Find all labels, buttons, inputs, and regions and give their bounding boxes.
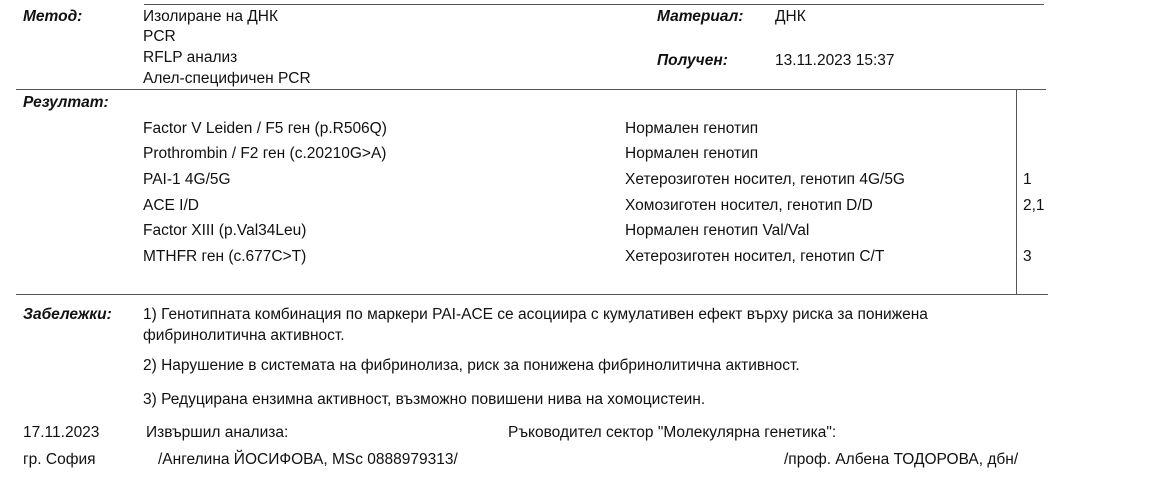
result-note: 1 <box>1023 171 1032 188</box>
head-of-sector-label: Ръководител сектор "Молекулярна генетика": <box>508 424 837 441</box>
result-label: Резултат: <box>23 94 109 111</box>
result-genotype: Хетерозиготен носител, генотип C/T <box>625 248 885 265</box>
head-of-sector-name: /проф. Албена ТОДОРОВА, дбн/ <box>784 451 1019 468</box>
result-note: 2,1 <box>1023 197 1045 214</box>
result-genotype: Хомозиготен носител, генотип D/D <box>625 197 873 214</box>
result-marker: Factor V Leiden / F5 ген (p.R506Q) <box>143 120 387 137</box>
received-value: 13.11.2023 15:37 <box>775 52 895 69</box>
result-note: 3 <box>1023 248 1032 265</box>
performed-by-name: /Ангелина ЙОСИФОВА, MSc 0888979313/ <box>158 451 458 468</box>
method-item: RFLP анализ <box>143 49 238 66</box>
top-divider <box>144 4 1044 5</box>
performed-by-label: Извършил анализа: <box>146 424 289 441</box>
remark-line: 3) Редуцирана ензимна активност, възможно повишени нива на хомоцистеин. <box>143 391 706 408</box>
report-city: гр. София <box>23 451 96 468</box>
header-divider <box>16 89 1046 90</box>
result-marker: MTHFR ген (c.677C>T) <box>143 248 307 265</box>
material-label: Материал: <box>657 8 744 25</box>
method-item: Изолиране на ДНК <box>143 8 278 25</box>
remark-line: фибринолитична активност. <box>143 327 345 344</box>
result-marker: Prothrombin / F2 ген (c.20210G>A) <box>143 145 387 162</box>
remark-line: 1) Генотипната комбинация по маркери PAI-ACE се асоциира с кумулативен ефект върху риска за понижена <box>143 306 928 323</box>
material-value: ДНК <box>775 8 806 25</box>
result-marker: Factor XIII (p.Val34Leu) <box>143 222 307 239</box>
remarks-label: Забележки: <box>23 306 112 323</box>
remark-line: 2) Нарушение в системата на фибринолиза, риск за понижена фибринолитична активност. <box>143 357 800 374</box>
method-item: Алел-специфичен PCR <box>143 70 311 87</box>
results-column-divider <box>1016 89 1017 295</box>
result-marker: PAI-1 4G/5G <box>143 171 231 188</box>
report-date: 17.11.2023 <box>23 424 100 441</box>
results-divider <box>16 294 1048 295</box>
result-marker: ACE I/D <box>143 197 199 214</box>
result-genotype: Нормален генотип <box>625 145 759 162</box>
result-genotype: Нормален генотип Val/Val <box>625 222 810 239</box>
result-genotype: Хетерозиготен носител, генотип 4G/5G <box>625 171 905 188</box>
result-genotype: Нормален генотип <box>625 120 759 137</box>
received-label: Получен: <box>657 52 728 69</box>
method-label: Метод: <box>23 8 83 25</box>
method-item: PCR <box>143 28 176 45</box>
